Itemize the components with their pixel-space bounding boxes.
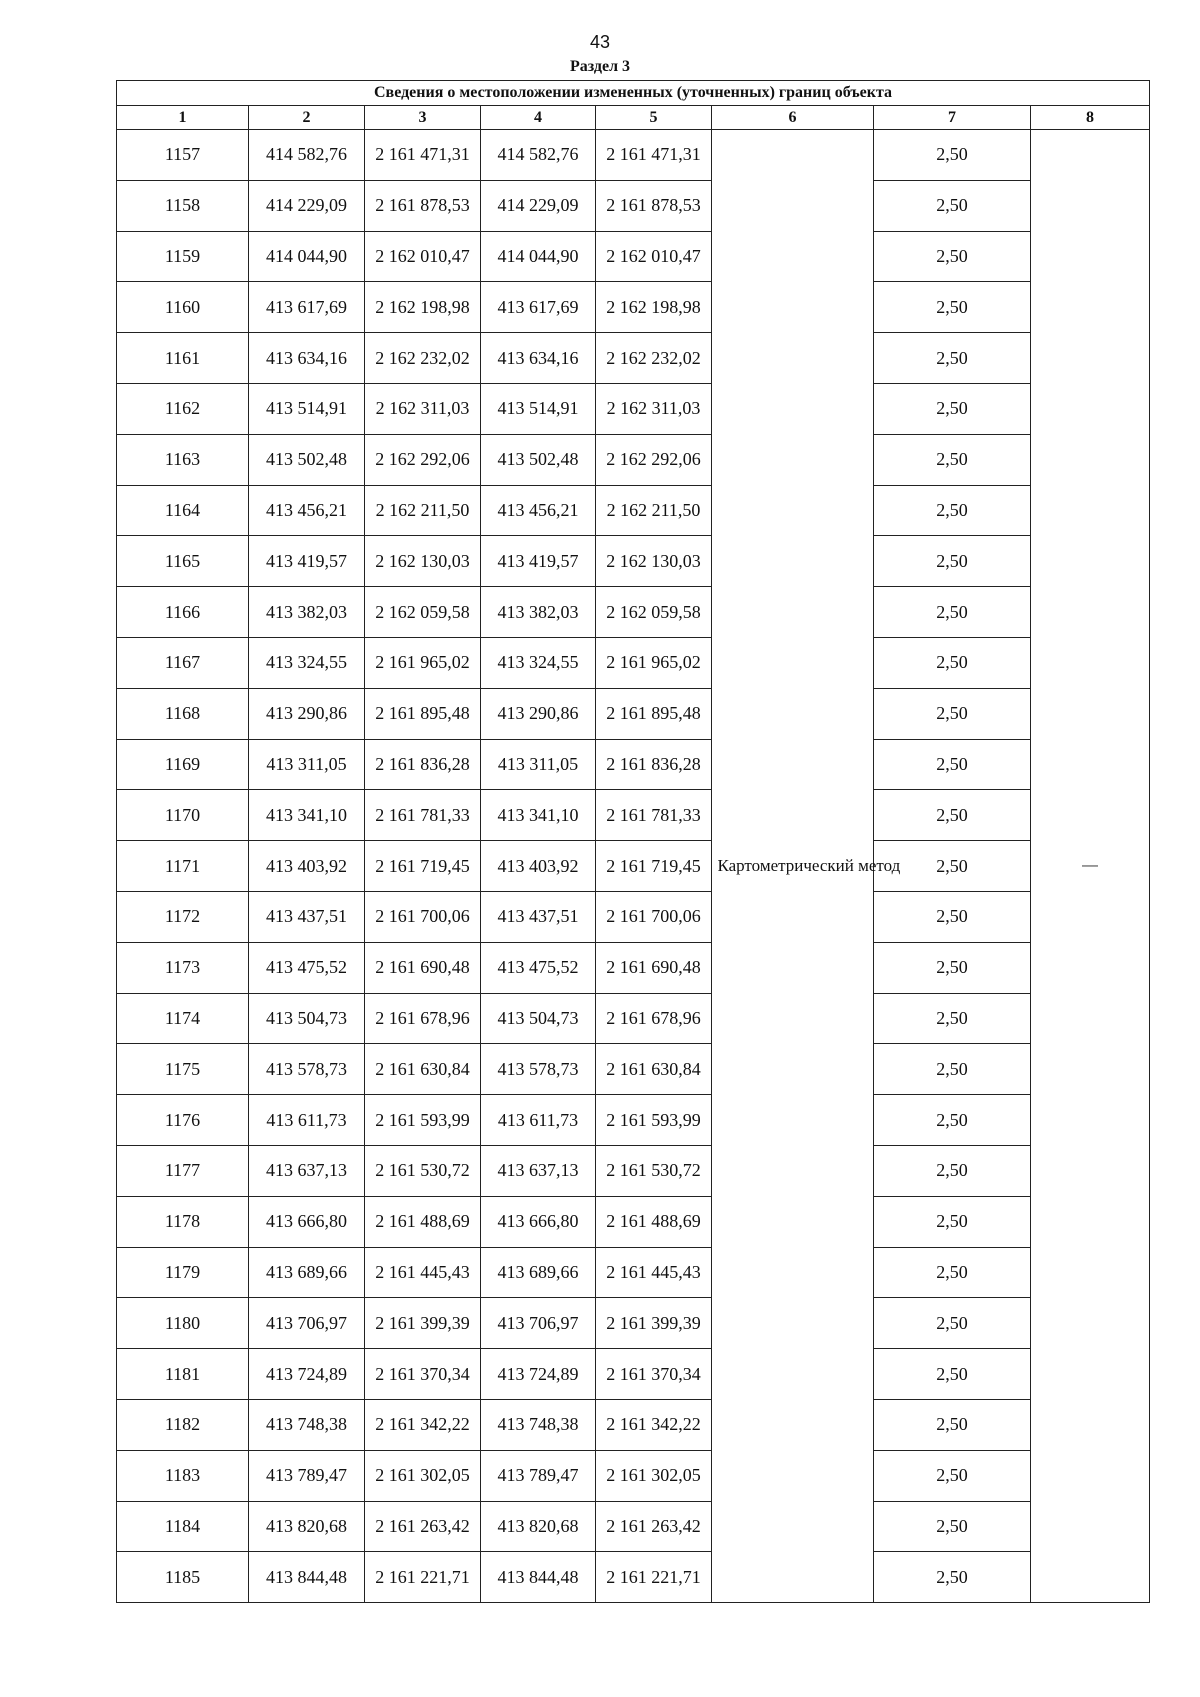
existing-x-cell: 413 341,10 (249, 790, 365, 841)
new-x-cell: 413 403,92 (481, 841, 596, 892)
table-row (117, 1095, 1150, 1146)
existing-y-cell: 2 162 311,03 (365, 383, 481, 434)
table-row (117, 587, 1150, 638)
accuracy-cell: 2,50 (874, 993, 1031, 1044)
method-cell (712, 130, 901, 1603)
accuracy-cell: 2,50 (874, 1552, 1031, 1603)
accuracy-cell: 2,50 (874, 1399, 1031, 1450)
new-y-cell: 2 161 530,72 (596, 1145, 712, 1196)
new-x-cell: 414 044,90 (481, 231, 596, 282)
new-y-cell: 2 162 292,06 (596, 434, 712, 485)
existing-x-cell: 413 724,89 (249, 1349, 365, 1400)
accuracy-cell: 2,50 (874, 1501, 1031, 1552)
table-row (117, 485, 1150, 536)
accuracy-cell: 2,50 (874, 1349, 1031, 1400)
new-x-cell: 413 324,55 (481, 637, 596, 688)
new-x-cell: 413 617,69 (481, 282, 596, 333)
new-y-cell: 2 162 211,50 (596, 485, 712, 536)
accuracy-cell: 2,50 (874, 180, 1031, 231)
table-row (117, 942, 1150, 993)
new-x-cell: 413 748,38 (481, 1399, 596, 1450)
existing-x-cell: 413 382,03 (249, 587, 365, 638)
existing-x-cell: 413 456,21 (249, 485, 365, 536)
point-number-cell: 1185 (117, 1552, 249, 1603)
existing-x-cell: 413 514,91 (249, 383, 365, 434)
existing-x-cell: 413 311,05 (249, 739, 365, 790)
existing-y-cell: 2 161 700,06 (365, 891, 481, 942)
column-number-2: 2 (249, 106, 365, 130)
new-y-cell: 2 161 593,99 (596, 1095, 712, 1146)
existing-y-cell: 2 161 781,33 (365, 790, 481, 841)
table-row (117, 1196, 1150, 1247)
new-x-cell: 413 290,86 (481, 688, 596, 739)
point-number-cell: 1162 (117, 383, 249, 434)
existing-x-cell: 413 437,51 (249, 891, 365, 942)
table-row (117, 231, 1150, 282)
new-y-cell: 2 161 445,43 (596, 1247, 712, 1298)
accuracy-cell: 2,50 (874, 841, 1031, 892)
point-number-cell: 1183 (117, 1450, 249, 1501)
point-number-cell: 1169 (117, 739, 249, 790)
point-number-cell: 1161 (117, 333, 249, 384)
table-row (117, 333, 1150, 384)
page-number: 43 (589, 32, 611, 52)
existing-x-cell: 413 290,86 (249, 688, 365, 739)
column-number-4: 4 (481, 106, 596, 130)
new-x-cell: 414 582,76 (481, 130, 596, 181)
column-number-row (117, 106, 1150, 130)
new-y-cell: 2 161 690,48 (596, 942, 712, 993)
point-number-cell: 1173 (117, 942, 249, 993)
existing-x-cell: 413 502,48 (249, 434, 365, 485)
accuracy-cell: 2,50 (874, 688, 1031, 739)
point-number-cell: 1159 (117, 231, 249, 282)
accuracy-cell: 2,50 (874, 1298, 1031, 1349)
new-x-cell: 413 706,97 (481, 1298, 596, 1349)
point-number-cell: 1175 (117, 1044, 249, 1095)
table-row (117, 1247, 1150, 1298)
accuracy-cell: 2,50 (874, 1450, 1031, 1501)
point-number-cell: 1177 (117, 1145, 249, 1196)
column-number-1: 1 (117, 106, 249, 130)
existing-y-cell: 2 161 263,42 (365, 1501, 481, 1552)
existing-y-cell: 2 162 198,98 (365, 282, 481, 333)
table-row (117, 180, 1150, 231)
new-x-cell: 413 419,57 (481, 536, 596, 587)
column-number-8: 8 (1031, 106, 1150, 130)
new-x-cell: 413 578,73 (481, 1044, 596, 1095)
point-number-cell: 1180 (117, 1298, 249, 1349)
new-y-cell: 2 162 130,03 (596, 536, 712, 587)
point-number-cell: 1174 (117, 993, 249, 1044)
new-x-cell: 413 437,51 (481, 891, 596, 942)
accuracy-cell: 2,50 (874, 1145, 1031, 1196)
table-row (117, 790, 1150, 841)
accuracy-cell: 2,50 (874, 587, 1031, 638)
existing-x-cell: 413 820,68 (249, 1501, 365, 1552)
existing-y-cell: 2 161 445,43 (365, 1247, 481, 1298)
new-x-cell: 413 789,47 (481, 1450, 596, 1501)
column-number-5: 5 (596, 106, 712, 130)
existing-x-cell: 414 229,09 (249, 180, 365, 231)
point-number-cell: 1184 (117, 1501, 249, 1552)
point-number-cell: 1179 (117, 1247, 249, 1298)
new-x-cell: 413 689,66 (481, 1247, 596, 1298)
table-row (117, 891, 1150, 942)
section-title: Раздел 3 (569, 58, 631, 75)
point-number-cell: 1172 (117, 891, 249, 942)
existing-y-cell: 2 161 488,69 (365, 1196, 481, 1247)
table-row (117, 282, 1150, 333)
existing-y-cell: 2 161 878,53 (365, 180, 481, 231)
existing-y-cell: 2 161 221,71 (365, 1552, 481, 1603)
existing-y-cell: 2 161 342,22 (365, 1399, 481, 1450)
new-x-cell: 413 514,91 (481, 383, 596, 434)
table-row (117, 1044, 1150, 1095)
point-number-cell: 1157 (117, 130, 249, 181)
table-row (117, 1450, 1150, 1501)
existing-x-cell: 413 403,92 (249, 841, 365, 892)
existing-y-cell: 2 161 593,99 (365, 1095, 481, 1146)
new-y-cell: 2 161 342,22 (596, 1399, 712, 1450)
table-row (117, 688, 1150, 739)
point-number-cell: 1181 (117, 1349, 249, 1400)
accuracy-cell: 2,50 (874, 282, 1031, 333)
existing-x-cell: 413 324,55 (249, 637, 365, 688)
existing-x-cell: 413 419,57 (249, 536, 365, 587)
table-row (117, 1298, 1150, 1349)
accuracy-cell: 2,50 (874, 942, 1031, 993)
table-row (117, 130, 1150, 181)
point-number-cell: 1164 (117, 485, 249, 536)
table-row (117, 637, 1150, 688)
point-number-cell: 1182 (117, 1399, 249, 1450)
existing-y-cell: 2 162 232,02 (365, 333, 481, 384)
accuracy-cell: 2,50 (874, 1044, 1031, 1095)
accuracy-cell: 2,50 (874, 1247, 1031, 1298)
accuracy-cell: 2,50 (874, 891, 1031, 942)
new-x-cell: 413 820,68 (481, 1501, 596, 1552)
existing-x-cell: 413 637,13 (249, 1145, 365, 1196)
accuracy-cell: 2,50 (874, 1095, 1031, 1146)
table-row (117, 383, 1150, 434)
existing-x-cell: 414 044,90 (249, 231, 365, 282)
existing-y-cell: 2 161 690,48 (365, 942, 481, 993)
point-number-cell: 1160 (117, 282, 249, 333)
column-number-3: 3 (365, 106, 481, 130)
existing-x-cell: 413 578,73 (249, 1044, 365, 1095)
new-y-cell: 2 161 965,02 (596, 637, 712, 688)
new-y-cell: 2 161 221,71 (596, 1552, 712, 1603)
existing-x-cell: 413 611,73 (249, 1095, 365, 1146)
accuracy-cell: 2,50 (874, 1196, 1031, 1247)
table-row (117, 1399, 1150, 1450)
point-number-cell: 1166 (117, 587, 249, 638)
column-number-7: 7 (874, 106, 1031, 130)
new-y-cell: 2 161 700,06 (596, 891, 712, 942)
new-x-cell: 413 611,73 (481, 1095, 596, 1146)
point-number-cell: 1168 (117, 688, 249, 739)
accuracy-cell: 2,50 (874, 383, 1031, 434)
new-y-cell: 2 162 010,47 (596, 231, 712, 282)
existing-x-cell: 413 666,80 (249, 1196, 365, 1247)
existing-y-cell: 2 161 471,31 (365, 130, 481, 181)
new-y-cell: 2 162 198,98 (596, 282, 712, 333)
accuracy-cell: 2,50 (874, 739, 1031, 790)
column-number-6: 6 (712, 106, 874, 130)
point-number-cell: 1176 (117, 1095, 249, 1146)
existing-y-cell: 2 161 530,72 (365, 1145, 481, 1196)
new-y-cell: 2 161 719,45 (596, 841, 712, 892)
new-y-cell: 2 162 059,58 (596, 587, 712, 638)
existing-x-cell: 413 504,73 (249, 993, 365, 1044)
existing-y-cell: 2 161 302,05 (365, 1450, 481, 1501)
existing-y-cell: 2 161 965,02 (365, 637, 481, 688)
new-y-cell: 2 161 781,33 (596, 790, 712, 841)
existing-x-cell: 413 748,38 (249, 1399, 365, 1450)
existing-x-cell: 413 706,97 (249, 1298, 365, 1349)
accuracy-cell: 2,50 (874, 637, 1031, 688)
existing-x-cell: 414 582,76 (249, 130, 365, 181)
accuracy-cell: 2,50 (874, 130, 1031, 181)
new-y-cell: 2 161 895,48 (596, 688, 712, 739)
existing-x-cell: 413 634,16 (249, 333, 365, 384)
existing-y-cell: 2 162 292,06 (365, 434, 481, 485)
accuracy-cell: 2,50 (874, 231, 1031, 282)
table-row (117, 434, 1150, 485)
table-row (117, 739, 1150, 790)
new-x-cell: 414 229,09 (481, 180, 596, 231)
coordinates-table (116, 80, 1150, 1603)
method-text: Картометрический метод (717, 855, 901, 875)
new-y-cell: 2 162 311,03 (596, 383, 712, 434)
existing-x-cell: 413 475,52 (249, 942, 365, 993)
existing-y-cell: 2 161 836,28 (365, 739, 481, 790)
table-row (117, 1501, 1150, 1552)
existing-x-cell: 413 689,66 (249, 1247, 365, 1298)
existing-x-cell: 413 617,69 (249, 282, 365, 333)
point-number-cell: 1167 (117, 637, 249, 688)
new-y-cell: 2 161 630,84 (596, 1044, 712, 1095)
new-x-cell: 413 634,16 (481, 333, 596, 384)
existing-y-cell: 2 161 678,96 (365, 993, 481, 1044)
existing-y-cell: 2 162 010,47 (365, 231, 481, 282)
new-y-cell: 2 161 471,31 (596, 130, 712, 181)
new-x-cell: 413 341,10 (481, 790, 596, 841)
new-y-cell: 2 161 302,05 (596, 1450, 712, 1501)
accuracy-cell: 2,50 (874, 434, 1031, 485)
existing-x-cell: 413 789,47 (249, 1450, 365, 1501)
new-y-cell: 2 161 678,96 (596, 993, 712, 1044)
accuracy-cell: 2,50 (874, 333, 1031, 384)
existing-y-cell: 2 162 059,58 (365, 587, 481, 638)
existing-y-cell: 2 162 130,03 (365, 536, 481, 587)
existing-x-cell: 413 844,48 (249, 1552, 365, 1603)
existing-y-cell: 2 162 211,50 (365, 485, 481, 536)
existing-y-cell: 2 161 895,48 (365, 688, 481, 739)
table-row (117, 1145, 1150, 1196)
accuracy-cell: 2,50 (874, 485, 1031, 536)
new-x-cell: 413 311,05 (481, 739, 596, 790)
point-number-cell: 1165 (117, 536, 249, 587)
new-y-cell: 2 161 370,34 (596, 1349, 712, 1400)
existing-y-cell: 2 161 630,84 (365, 1044, 481, 1095)
point-number-cell: 1170 (117, 790, 249, 841)
new-x-cell: 413 666,80 (481, 1196, 596, 1247)
new-x-cell: 413 502,48 (481, 434, 596, 485)
new-x-cell: 413 844,48 (481, 1552, 596, 1603)
table-row (117, 1552, 1150, 1603)
new-x-cell: 413 637,13 (481, 1145, 596, 1196)
table-row (117, 841, 1150, 892)
new-y-cell: 2 161 488,69 (596, 1196, 712, 1247)
accuracy-cell: 2,50 (874, 790, 1031, 841)
point-number-cell: 1163 (117, 434, 249, 485)
point-number-cell: 1171 (117, 841, 249, 892)
new-y-cell: 2 161 263,42 (596, 1501, 712, 1552)
new-x-cell: 413 456,21 (481, 485, 596, 536)
column8-cell: — (1031, 130, 1150, 1603)
accuracy-cell: 2,50 (874, 536, 1031, 587)
table-row (117, 1349, 1150, 1400)
table-row (117, 536, 1150, 587)
table-caption: Сведения о местоположении измененных (уточненных) границ объекта (117, 81, 1150, 106)
new-x-cell: 413 504,73 (481, 993, 596, 1044)
point-number-cell: 1178 (117, 1196, 249, 1247)
table-body (117, 130, 1150, 1603)
new-y-cell: 2 162 232,02 (596, 333, 712, 384)
new-x-cell: 413 475,52 (481, 942, 596, 993)
point-number-cell: 1158 (117, 180, 249, 231)
existing-y-cell: 2 161 370,34 (365, 1349, 481, 1400)
new-y-cell: 2 161 836,28 (596, 739, 712, 790)
new-x-cell: 413 382,03 (481, 587, 596, 638)
new-y-cell: 2 161 399,39 (596, 1298, 712, 1349)
table-row (117, 993, 1150, 1044)
existing-y-cell: 2 161 399,39 (365, 1298, 481, 1349)
new-y-cell: 2 161 878,53 (596, 180, 712, 231)
new-x-cell: 413 724,89 (481, 1349, 596, 1400)
existing-y-cell: 2 161 719,45 (365, 841, 481, 892)
